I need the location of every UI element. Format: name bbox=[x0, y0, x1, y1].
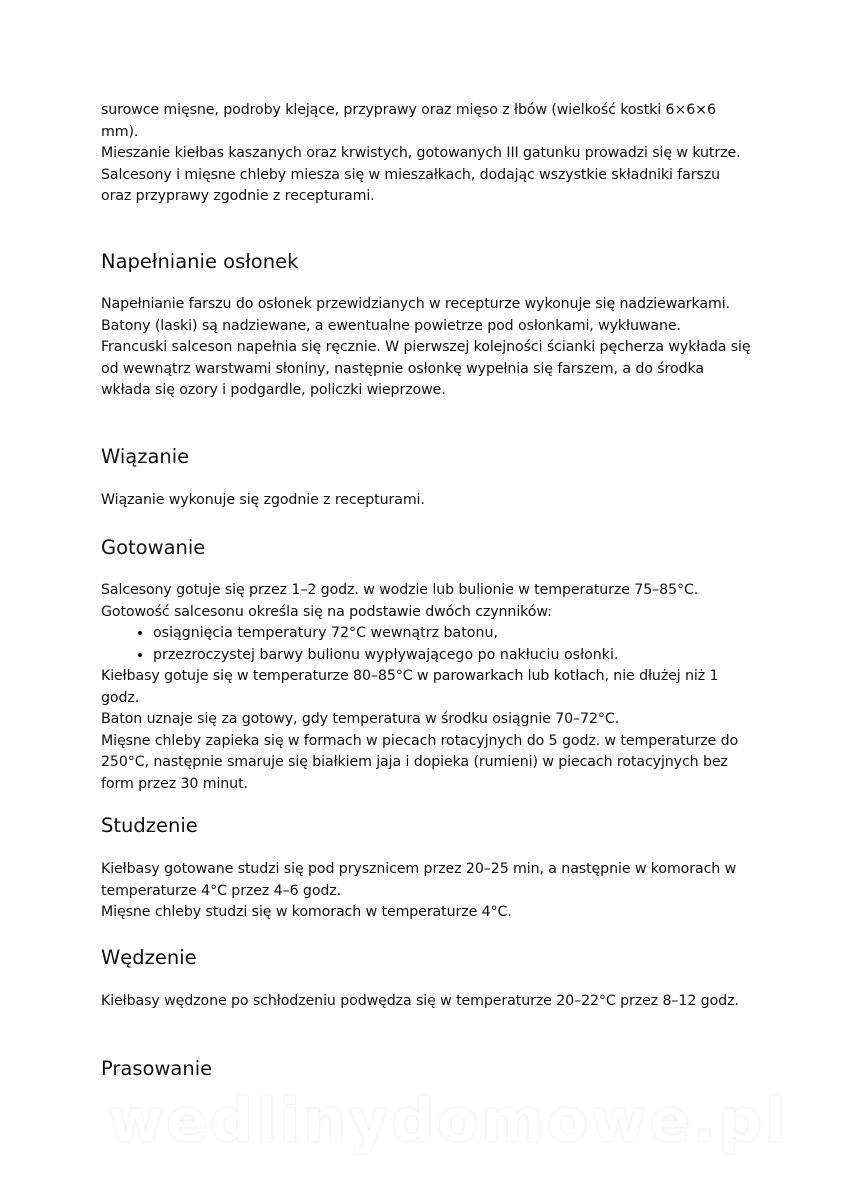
gotowanie-paragraph-4: Baton uznaje się za gotowy, gdy temperatura w środku osiągnie 70–72°C. bbox=[101, 711, 620, 727]
gotowanie-bullet-list bbox=[101, 623, 751, 666]
list-item: • przezroczystej barwy bulionu wypływającego po nakłuciu osłonki. bbox=[153, 645, 751, 667]
wiazanie-section bbox=[101, 490, 425, 512]
watermark-logo: wedlinydomowe.pl bbox=[108, 1086, 789, 1156]
studzenie-paragraph-2: Mięsne chleby studzi się w komorach w temperaturze 4°C. bbox=[101, 904, 512, 920]
studzenie-paragraph-1: Kiełbasy gotowane studzi się pod prysznicem przez 20–25 min, a następnie w komorach w temperaturze 4°C przez 4–6 godz. bbox=[101, 861, 737, 899]
intro-paragraph-2: Mieszanie kiełbas kaszanych oraz krwistych, gotowanych III gatunku prowadzi się w kutrze. bbox=[101, 145, 741, 161]
gotowanie-paragraph-1: Salcesony gotuje się przez 1–2 godz. w wodzie lub bulionie w temperaturze 75–85°C. bbox=[101, 582, 699, 598]
napelnianie-paragraph-2: Batony (laski) są nadziewane, a ewentualne powietrze pod osłonkami, wykłuwane. bbox=[101, 317, 681, 334]
gotowanie-paragraph-5: Mięsne chleby zapieka się w formach w piecach rotacyjnych do 5 godz. w temperaturze do 250°C, następnie smaruje się białkiem jaja i dopieka (rumieni) w piecach rotacyjnych bez form przez 30 minut. bbox=[101, 732, 739, 792]
napelnianie-paragraph-3: Francuski salceson napełnia się ręcznie. W pierwszej kolejności ścianki pęcherza wykłada się od wewnątrz warstwami słoniny, następnie osłonkę wypełnia się farszem, a do środka wkłada się ozory i podgardle, policzki wieprzowe. bbox=[101, 339, 751, 398]
napelnianie-paragraph-1: Napełnianie farszu do osłonek przewidzianych w recepturze wykonuje się nadziewarkami. bbox=[101, 296, 730, 312]
heading-wedzenie: Wędzenie bbox=[101, 946, 197, 969]
heading-napelnianie: Napełnianie osłonek bbox=[101, 250, 299, 273]
intro-paragraph-1: surowce mięsne, podroby klejące, przyprawy oraz mięso z łbów (wielkość kostki 6×6×6 mm). bbox=[101, 102, 716, 140]
wiazanie-paragraph: Wiązanie wykonuje się zgodnie z recepturami. bbox=[101, 492, 425, 508]
intro-section bbox=[101, 100, 751, 208]
heading-studzenie: Studzenie bbox=[101, 814, 198, 837]
studzenie-section bbox=[101, 859, 751, 924]
wedzenie-paragraph: Kiełbasy wędzone po schłodzeniu podwędza się w temperaturze 20–22°C przez 8–12 godz. bbox=[101, 993, 739, 1009]
heading-wiazanie: Wiązanie bbox=[101, 445, 190, 468]
napelnianie-section bbox=[101, 294, 751, 402]
gotowanie-paragraph-3: Kiełbasy gotuje się w temperaturze 80–85°C w parowarkach lub kotłach, nie dłużej niż 1 godz. bbox=[101, 668, 719, 706]
wedzenie-section bbox=[101, 991, 739, 1013]
gotowanie-paragraph-2: Gotowość salcesonu określa się na podstawie dwóch czynników: bbox=[101, 603, 552, 620]
heading-prasowanie: Prasowanie bbox=[101, 1057, 213, 1080]
gotowanie-section bbox=[101, 580, 751, 795]
list-item: • osiągnięcia temperatury 72°C wewnątrz batonu, bbox=[153, 623, 751, 645]
intro-paragraph-3: Salcesony i mięsne chleby miesza się w mieszałkach, dodając wszystkie składniki farszu oraz przyprawy zgodnie z recepturami. bbox=[101, 166, 721, 204]
heading-gotowanie: Gotowanie bbox=[101, 536, 206, 559]
